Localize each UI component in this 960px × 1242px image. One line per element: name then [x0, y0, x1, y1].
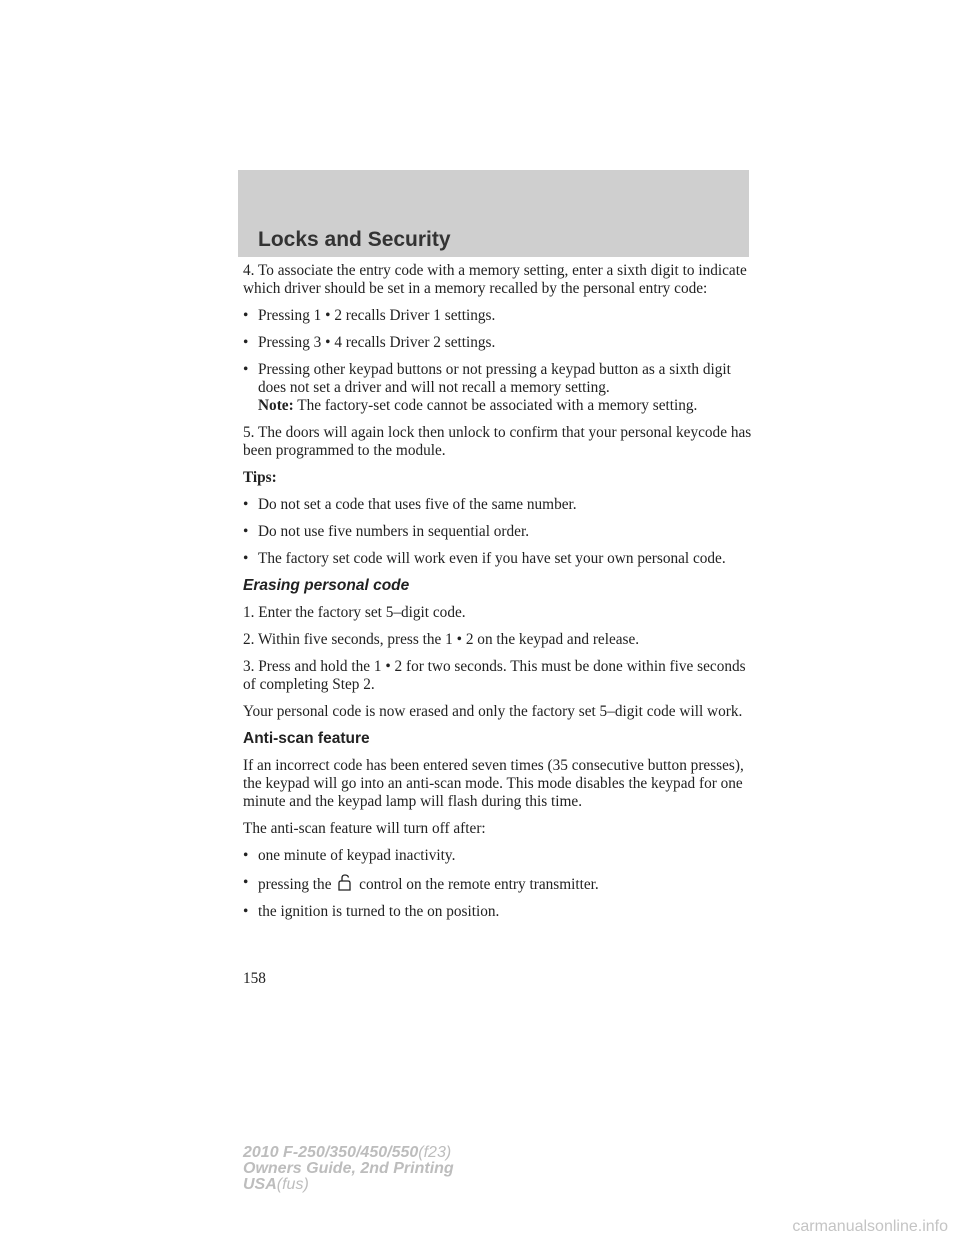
footer-model-code: (f23): [418, 1144, 452, 1161]
list-item-text: Pressing 1 • 2 recalls Driver 1 settings.: [258, 307, 496, 324]
list-item-text: The factory set code will work even if you have set your own personal code.: [258, 550, 726, 567]
list-item-text: Do not set a code that uses five of the same number.: [258, 496, 577, 513]
bullet-glyph: •: [243, 361, 249, 378]
antiscan-off-intro: The anti-scan feature will turn off after:: [243, 820, 486, 837]
bullet-glyph: •: [243, 550, 249, 567]
footer-edition: [243, 1145, 454, 1193]
bullet-glyph: •: [243, 334, 249, 351]
list-item: [243, 550, 753, 568]
erase-result: Your personal code is now erased and only the factory set 5–digit code will work.: [243, 703, 743, 720]
list-item: [243, 523, 753, 541]
list-item: [243, 496, 753, 514]
tips-label: Tips:: [243, 469, 277, 486]
page-number: 158: [243, 970, 266, 987]
bullet-glyph: •: [243, 523, 249, 540]
section-header-band: [238, 170, 749, 257]
note-text: The factory-set code cannot be associated with a memory setting.: [297, 397, 698, 414]
list-item: [243, 847, 753, 865]
erase-step-2: 2. Within five seconds, press the 1 • 2 on the keypad and release.: [243, 631, 640, 648]
unlock-icon: [335, 874, 355, 892]
list-item-text-pre: pressing the: [258, 876, 332, 893]
bullet-glyph: •: [243, 496, 249, 513]
list-item-text: Do not use five numbers in sequential order.: [258, 523, 530, 540]
list-item-text: Pressing 3 • 4 recalls Driver 2 settings.: [258, 334, 496, 351]
footer-guide: Owners Guide, 2nd Printing: [243, 1160, 454, 1177]
erase-heading: Erasing personal code: [243, 577, 410, 594]
erase-step-3: 3. Press and hold the 1 • 2 for two seconds. This must be done within five seconds of completing Step 2.: [243, 658, 746, 693]
step-5-paragraph: 5. The doors will again lock then unlock to confirm that your personal keycode has been programmed to the module.: [243, 424, 752, 459]
list-item-text: Pressing other keypad buttons or not pressing a keypad button as a sixth digit does not set a driver and will not recall a memory setting.: [258, 361, 731, 396]
watermark: carmanualsonline.info: [792, 1218, 948, 1235]
bullet-glyph: •: [243, 847, 249, 864]
section-title: Locks and Security: [258, 228, 451, 251]
list-item: [243, 334, 753, 352]
list-item: [243, 903, 753, 921]
list-item: [243, 307, 753, 325]
erase-step-1: 1. Enter the factory set 5–digit code.: [243, 604, 466, 621]
bullet-glyph: •: [243, 307, 249, 324]
list-item-text: the ignition is turned to the on position.: [258, 903, 500, 920]
list-item: [243, 874, 753, 894]
footer-model: 2010 F-250/350/450/550: [243, 1144, 419, 1161]
antiscan-heading: Anti-scan feature: [243, 730, 370, 747]
bullet-glyph: •: [243, 903, 249, 920]
list-item: [243, 361, 753, 415]
note-label: Note:: [258, 397, 294, 414]
list-item-text-post: control on the remote entry transmitter.: [359, 876, 599, 893]
step-4-paragraph: 4. To associate the entry code with a memory setting, enter a sixth digit to indicate which driver should be set in a memory recalled by the personal entry code:: [243, 262, 747, 297]
footer-region-code: (fus): [276, 1176, 309, 1193]
list-item-text: one minute of keypad inactivity.: [258, 847, 456, 864]
antiscan-paragraph: If an incorrect code has been entered seven times (35 consecutive button presses), the keypad will go into an anti-scan mode. This mode disables the keypad for one minute and the keypad lamp will flash during this time.: [243, 757, 744, 810]
footer-region: USA: [243, 1176, 277, 1193]
page-content: [243, 262, 753, 930]
bullet-glyph: •: [243, 874, 249, 891]
